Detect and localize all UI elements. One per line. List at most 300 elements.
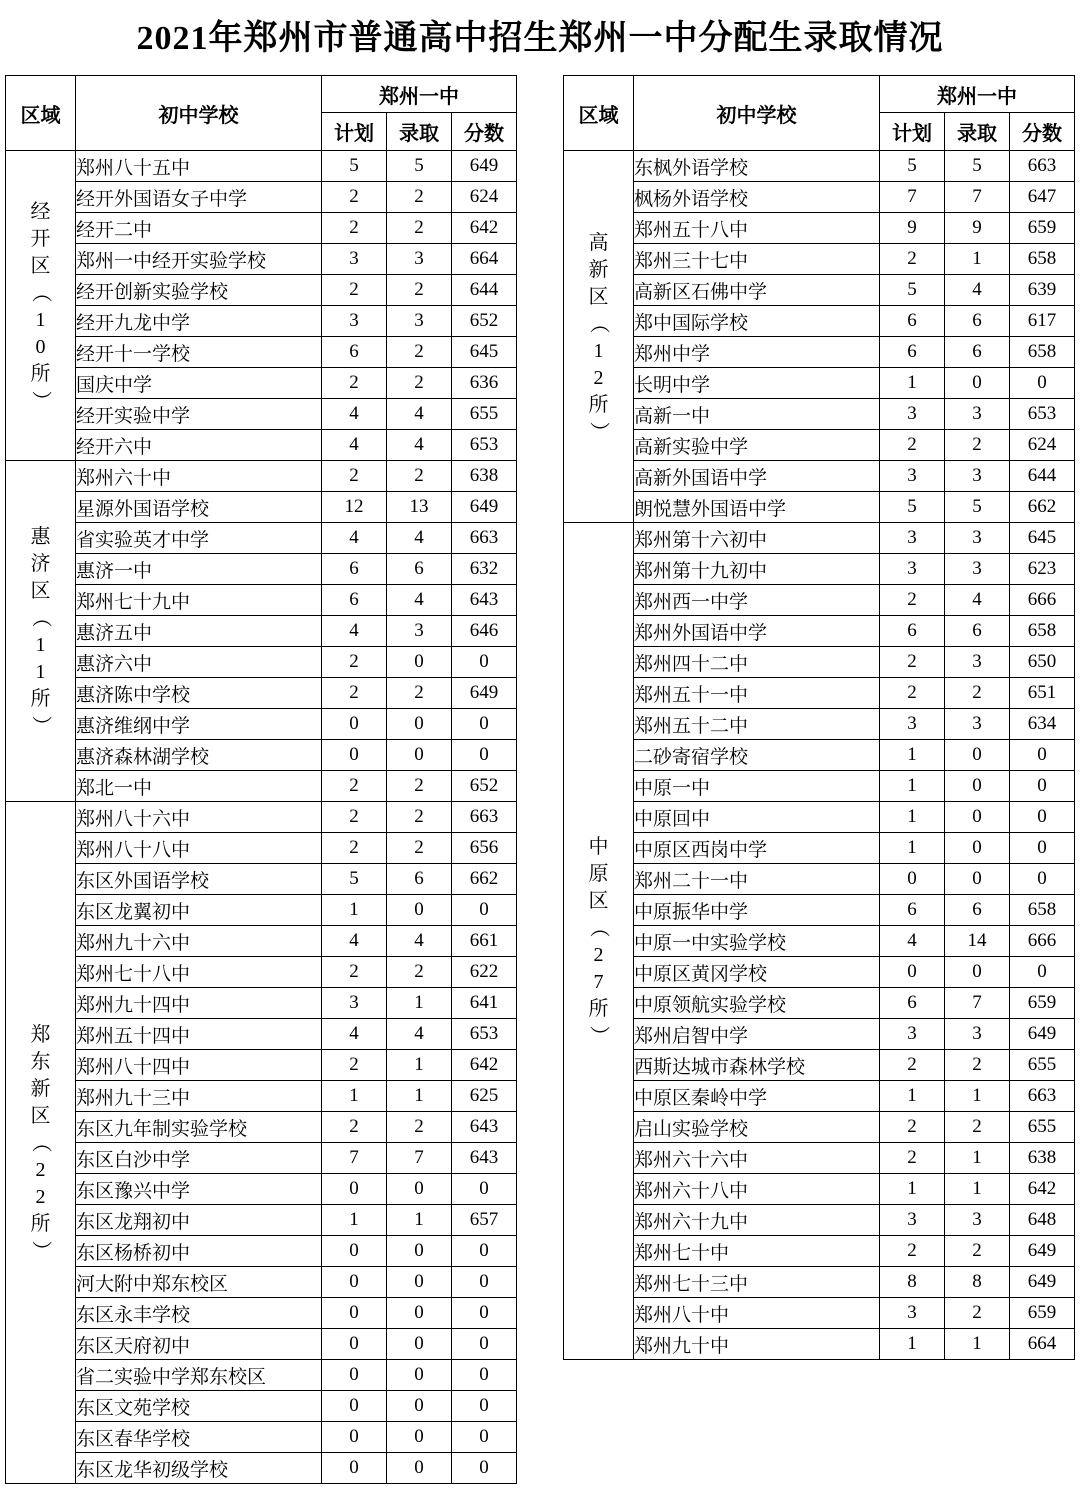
admit-value: 1	[945, 1081, 1010, 1112]
admit-value: 1	[387, 988, 452, 1019]
plan-value: 5	[322, 151, 387, 182]
score-value: 0	[452, 1298, 517, 1329]
score-value: 653	[452, 430, 517, 461]
admit-value: 0	[387, 1267, 452, 1298]
table-row	[564, 1112, 1075, 1143]
admit-value: 4	[945, 275, 1010, 306]
score-value: 662	[452, 864, 517, 895]
plan-value: 2	[322, 1112, 387, 1143]
table-row	[564, 647, 1075, 678]
school-name: 高新一中	[634, 399, 880, 430]
admit-value: 1	[387, 1050, 452, 1081]
table-row	[564, 523, 1075, 554]
table-row	[564, 337, 1075, 368]
admit-value: 14	[945, 926, 1010, 957]
score-value: 655	[1010, 1112, 1075, 1143]
plan-value: 6	[880, 306, 945, 337]
score-value: 0	[1010, 833, 1075, 864]
plan-value: 5	[322, 864, 387, 895]
admit-value: 1	[945, 1329, 1010, 1360]
school-name: 经开实验中学	[76, 399, 322, 430]
school-name: 东区天府初中	[76, 1329, 322, 1360]
score-value: 658	[1010, 244, 1075, 275]
plan-value: 3	[880, 1205, 945, 1236]
score-value: 0	[452, 1360, 517, 1391]
header-admit: 录取	[387, 113, 452, 151]
table-row	[564, 368, 1075, 399]
table-row	[564, 244, 1075, 275]
admit-value: 5	[945, 151, 1010, 182]
score-value: 658	[1010, 616, 1075, 647]
admit-value: 6	[945, 895, 1010, 926]
school-name: 郑州七十三中	[634, 1267, 880, 1298]
score-value: 625	[452, 1081, 517, 1112]
score-value: 663	[1010, 151, 1075, 182]
admit-value: 2	[387, 771, 452, 802]
score-value: 636	[452, 368, 517, 399]
plan-value: 0	[322, 1174, 387, 1205]
admit-value: 0	[387, 1236, 452, 1267]
admit-value: 2	[387, 213, 452, 244]
school-name: 郑州五十一中	[634, 678, 880, 709]
score-value: 666	[1010, 585, 1075, 616]
score-value: 658	[1010, 337, 1075, 368]
plan-value: 8	[880, 1267, 945, 1298]
region-label	[564, 151, 634, 523]
admit-value: 0	[387, 1174, 452, 1205]
score-value: 0	[452, 1329, 517, 1360]
score-value: 0	[452, 740, 517, 771]
score-value: 666	[1010, 926, 1075, 957]
admit-value: 3	[945, 399, 1010, 430]
school-name: 郑州七十九中	[76, 585, 322, 616]
region-label	[6, 802, 76, 1484]
plan-value: 2	[880, 1143, 945, 1174]
school-name: 东区文苑学校	[76, 1391, 322, 1422]
plan-value: 2	[880, 430, 945, 461]
table-row	[564, 182, 1075, 213]
table-row	[564, 1019, 1075, 1050]
score-value: 649	[452, 678, 517, 709]
plan-value: 2	[880, 1236, 945, 1267]
plan-value: 3	[322, 244, 387, 275]
school-name: 郑州九十三中	[76, 1081, 322, 1112]
table-row	[6, 461, 517, 492]
table-row	[6, 1050, 517, 1081]
plan-value: 1	[322, 1205, 387, 1236]
school-name: 郑州三十七中	[634, 244, 880, 275]
school-name: 经开九龙中学	[76, 306, 322, 337]
admit-value: 2	[945, 1298, 1010, 1329]
table-row	[6, 1081, 517, 1112]
region-vertical-text: 经 开 区 （ 1 0 所 ）	[29, 200, 51, 410]
table-row	[6, 864, 517, 895]
admit-value: 0	[387, 647, 452, 678]
plan-value: 2	[880, 585, 945, 616]
score-value: 645	[452, 337, 517, 368]
table-row	[6, 1019, 517, 1050]
score-value: 0	[452, 1422, 517, 1453]
plan-value: 3	[880, 709, 945, 740]
admit-value: 0	[387, 1329, 452, 1360]
header-region: 区域	[6, 76, 76, 151]
plan-value: 0	[322, 1298, 387, 1329]
admit-value: 4	[387, 430, 452, 461]
admit-value: 2	[945, 1050, 1010, 1081]
admit-value: 8	[945, 1267, 1010, 1298]
score-value: 658	[1010, 895, 1075, 926]
region-label	[6, 461, 76, 802]
school-name: 郑州中学	[634, 337, 880, 368]
plan-value: 0	[322, 1453, 387, 1484]
score-value: 0	[452, 1453, 517, 1484]
school-name: 东区九年制实验学校	[76, 1112, 322, 1143]
admit-value: 1	[387, 1081, 452, 1112]
school-name: 郑北一中	[76, 771, 322, 802]
header-plan: 计划	[322, 113, 387, 151]
admit-value: 6	[387, 554, 452, 585]
school-name: 郑州一中经开实验学校	[76, 244, 322, 275]
table-row	[6, 926, 517, 957]
score-value: 652	[452, 306, 517, 337]
admit-value: 3	[945, 523, 1010, 554]
table-row	[564, 616, 1075, 647]
plan-value: 7	[880, 182, 945, 213]
plan-value: 2	[322, 678, 387, 709]
school-name: 东区豫兴中学	[76, 1174, 322, 1205]
score-value: 0	[452, 1174, 517, 1205]
plan-value: 1	[880, 1174, 945, 1205]
school-name: 枫杨外语学校	[634, 182, 880, 213]
school-name: 郑州四十二中	[634, 647, 880, 678]
table-row	[6, 1267, 517, 1298]
school-name: 中原区秦岭中学	[634, 1081, 880, 1112]
admit-value: 0	[945, 957, 1010, 988]
score-value: 623	[1010, 554, 1075, 585]
plan-value: 0	[322, 740, 387, 771]
admit-value: 2	[387, 678, 452, 709]
table-row	[564, 1205, 1075, 1236]
school-name: 郑州西一中学	[634, 585, 880, 616]
school-name: 星源外国语学校	[76, 492, 322, 523]
plan-value: 0	[880, 864, 945, 895]
admit-value: 6	[945, 306, 1010, 337]
school-name: 国庆中学	[76, 368, 322, 399]
admit-value: 2	[387, 368, 452, 399]
plan-value: 4	[880, 926, 945, 957]
table-row	[6, 399, 517, 430]
school-name: 郑州九十六中	[76, 926, 322, 957]
table-row	[6, 523, 517, 554]
school-name: 河大附中郑东校区	[76, 1267, 322, 1298]
table-row	[6, 1112, 517, 1143]
score-value: 643	[452, 1112, 517, 1143]
school-name: 经开二中	[76, 213, 322, 244]
plan-value: 2	[880, 244, 945, 275]
school-name: 惠济森林湖学校	[76, 740, 322, 771]
plan-value: 3	[880, 461, 945, 492]
score-value: 622	[452, 957, 517, 988]
score-value: 663	[452, 802, 517, 833]
score-value: 643	[452, 585, 517, 616]
header-school: 初中学校	[634, 76, 880, 151]
admit-value: 2	[945, 430, 1010, 461]
admit-value: 2	[387, 802, 452, 833]
admit-value: 7	[945, 988, 1010, 1019]
school-name: 郑州八十八中	[76, 833, 322, 864]
score-value: 661	[452, 926, 517, 957]
admit-value: 3	[945, 647, 1010, 678]
school-name: 中原领航实验学校	[634, 988, 880, 1019]
score-value: 0	[452, 895, 517, 926]
school-name: 郑州二十一中	[634, 864, 880, 895]
table-row	[564, 213, 1075, 244]
score-value: 638	[1010, 1143, 1075, 1174]
table-row	[564, 1050, 1075, 1081]
plan-value: 0	[322, 1329, 387, 1360]
score-value: 656	[452, 833, 517, 864]
plan-value: 2	[322, 182, 387, 213]
admit-value: 6	[945, 337, 1010, 368]
table-row	[6, 771, 517, 802]
school-name: 高新实验中学	[634, 430, 880, 461]
admissions-table-left	[5, 75, 517, 1484]
plan-value: 2	[322, 461, 387, 492]
table-row	[564, 554, 1075, 585]
admit-value: 2	[945, 1236, 1010, 1267]
plan-value: 0	[322, 1236, 387, 1267]
table-row	[564, 1174, 1075, 1205]
school-name: 郑州八十六中	[76, 802, 322, 833]
admit-value: 4	[387, 585, 452, 616]
table-row	[6, 244, 517, 275]
plan-value: 9	[880, 213, 945, 244]
table-row	[6, 1422, 517, 1453]
table-row	[564, 709, 1075, 740]
admit-value: 0	[387, 740, 452, 771]
score-value: 649	[1010, 1019, 1075, 1050]
table-row	[564, 926, 1075, 957]
table-row	[564, 1236, 1075, 1267]
tables-container	[5, 75, 1075, 1484]
table-row	[564, 1267, 1075, 1298]
school-name: 朗悦慧外国语中学	[634, 492, 880, 523]
admit-value: 1	[945, 244, 1010, 275]
plan-value: 4	[322, 1019, 387, 1050]
score-value: 642	[452, 213, 517, 244]
admit-value: 0	[387, 1391, 452, 1422]
admit-value: 2	[387, 337, 452, 368]
school-name: 郑州外国语中学	[634, 616, 880, 647]
header-school: 初中学校	[76, 76, 322, 151]
school-name: 东区龙翔初中	[76, 1205, 322, 1236]
admit-value: 0	[387, 1360, 452, 1391]
table-row	[564, 1329, 1075, 1360]
table-row	[6, 833, 517, 864]
region-vertical-text: 中 原 区 （ 2 7 所 ）	[587, 836, 609, 1046]
score-value: 0	[1010, 957, 1075, 988]
table-row	[6, 957, 517, 988]
school-name: 郑州八十中	[634, 1298, 880, 1329]
plan-value: 2	[322, 1050, 387, 1081]
header-admit: 录取	[945, 113, 1010, 151]
admit-value: 1	[945, 1174, 1010, 1205]
admit-value: 4	[945, 585, 1010, 616]
plan-value: 4	[322, 926, 387, 957]
score-value: 639	[1010, 275, 1075, 306]
score-value: 653	[452, 1019, 517, 1050]
school-name: 高新外国语中学	[634, 461, 880, 492]
plan-value: 2	[322, 833, 387, 864]
score-value: 0	[452, 1236, 517, 1267]
admit-value: 0	[945, 740, 1010, 771]
school-name: 经开十一学校	[76, 337, 322, 368]
school-name: 中原回中	[634, 802, 880, 833]
admit-value: 7	[945, 182, 1010, 213]
score-value: 663	[1010, 1081, 1075, 1112]
school-name: 东区永丰学校	[76, 1298, 322, 1329]
plan-value: 3	[880, 554, 945, 585]
admit-value: 0	[387, 709, 452, 740]
header-region: 区域	[564, 76, 634, 151]
school-name: 郑州七十八中	[76, 957, 322, 988]
plan-value: 2	[322, 275, 387, 306]
school-name: 东区龙华初级学校	[76, 1453, 322, 1484]
score-value: 638	[452, 461, 517, 492]
plan-value: 6	[322, 337, 387, 368]
admit-value: 0	[387, 1453, 452, 1484]
admit-value: 0	[387, 1422, 452, 1453]
header-score: 分数	[1010, 113, 1075, 151]
school-name: 省二实验中学郑东校区	[76, 1360, 322, 1391]
plan-value: 4	[322, 430, 387, 461]
score-value: 0	[452, 709, 517, 740]
admit-value: 3	[387, 244, 452, 275]
plan-value: 2	[322, 213, 387, 244]
table-row	[564, 585, 1075, 616]
plan-value: 4	[322, 399, 387, 430]
table-row	[6, 895, 517, 926]
table-row	[6, 709, 517, 740]
school-name: 郑州六十六中	[634, 1143, 880, 1174]
header-school-group: 郑州一中	[322, 76, 517, 113]
score-value: 643	[452, 1143, 517, 1174]
header-row	[6, 76, 517, 113]
school-name: 惠济陈中学校	[76, 678, 322, 709]
admit-value: 5	[945, 492, 1010, 523]
admit-value: 0	[945, 864, 1010, 895]
plan-value: 1	[880, 740, 945, 771]
admit-value: 0	[387, 1298, 452, 1329]
score-value: 0	[1010, 771, 1075, 802]
region-vertical-text: 郑 东 新 区 （ 2 2 所 ）	[29, 1024, 51, 1261]
plan-value: 1	[880, 1081, 945, 1112]
admit-value: 13	[387, 492, 452, 523]
plan-value: 0	[880, 957, 945, 988]
table-row	[6, 1391, 517, 1422]
table-row	[6, 1205, 517, 1236]
admit-value: 3	[945, 1205, 1010, 1236]
plan-value: 6	[322, 554, 387, 585]
school-name: 郑州六十中	[76, 461, 322, 492]
school-name: 中原一中	[634, 771, 880, 802]
admit-value: 1	[945, 1143, 1010, 1174]
score-value: 649	[1010, 1267, 1075, 1298]
school-name: 郑州第十九初中	[634, 554, 880, 585]
plan-value: 5	[880, 151, 945, 182]
admit-value: 4	[387, 399, 452, 430]
score-value: 659	[1010, 213, 1075, 244]
admissions-table-right	[563, 75, 1075, 1360]
school-name: 西斯达城市森林学校	[634, 1050, 880, 1081]
score-value: 624	[452, 182, 517, 213]
table-row	[6, 1143, 517, 1174]
table-row	[6, 430, 517, 461]
plan-value: 1	[880, 802, 945, 833]
score-value: 649	[1010, 1236, 1075, 1267]
admit-value: 2	[387, 1112, 452, 1143]
plan-value: 0	[322, 1360, 387, 1391]
school-name: 惠济六中	[76, 647, 322, 678]
plan-value: 2	[322, 957, 387, 988]
plan-value: 1	[880, 771, 945, 802]
plan-value: 1	[322, 895, 387, 926]
score-value: 645	[1010, 523, 1075, 554]
table-row	[564, 306, 1075, 337]
admit-value: 4	[387, 1019, 452, 1050]
plan-value: 7	[322, 1143, 387, 1174]
admit-value: 7	[387, 1143, 452, 1174]
score-value: 653	[1010, 399, 1075, 430]
school-name: 惠济维纲中学	[76, 709, 322, 740]
table-row	[6, 275, 517, 306]
table-row	[6, 182, 517, 213]
plan-value: 6	[880, 988, 945, 1019]
score-value: 644	[1010, 461, 1075, 492]
school-name: 高新区石佛中学	[634, 275, 880, 306]
plan-value: 4	[322, 523, 387, 554]
table-row	[6, 616, 517, 647]
school-name: 中原一中实验学校	[634, 926, 880, 957]
school-name: 郑州八十四中	[76, 1050, 322, 1081]
table-row	[564, 461, 1075, 492]
score-value: 646	[452, 616, 517, 647]
admit-value: 1	[387, 1205, 452, 1236]
admit-value: 2	[387, 461, 452, 492]
header-row	[564, 76, 1075, 113]
table-row	[564, 802, 1075, 833]
plan-value: 3	[880, 1019, 945, 1050]
school-name: 惠济五中	[76, 616, 322, 647]
school-name: 长明中学	[634, 368, 880, 399]
table-row	[6, 337, 517, 368]
table-row	[6, 647, 517, 678]
school-name: 郑州九十四中	[76, 988, 322, 1019]
school-name: 郑中国际学校	[634, 306, 880, 337]
table-row	[6, 740, 517, 771]
score-value: 659	[1010, 1298, 1075, 1329]
plan-value: 4	[322, 616, 387, 647]
admit-value: 9	[945, 213, 1010, 244]
header-school-group: 郑州一中	[880, 76, 1075, 113]
score-value: 647	[1010, 182, 1075, 213]
school-name: 东区外国语学校	[76, 864, 322, 895]
admit-value: 2	[945, 1112, 1010, 1143]
table-row	[564, 275, 1075, 306]
score-value: 652	[452, 771, 517, 802]
plan-value: 1	[880, 833, 945, 864]
admit-value: 2	[387, 957, 452, 988]
